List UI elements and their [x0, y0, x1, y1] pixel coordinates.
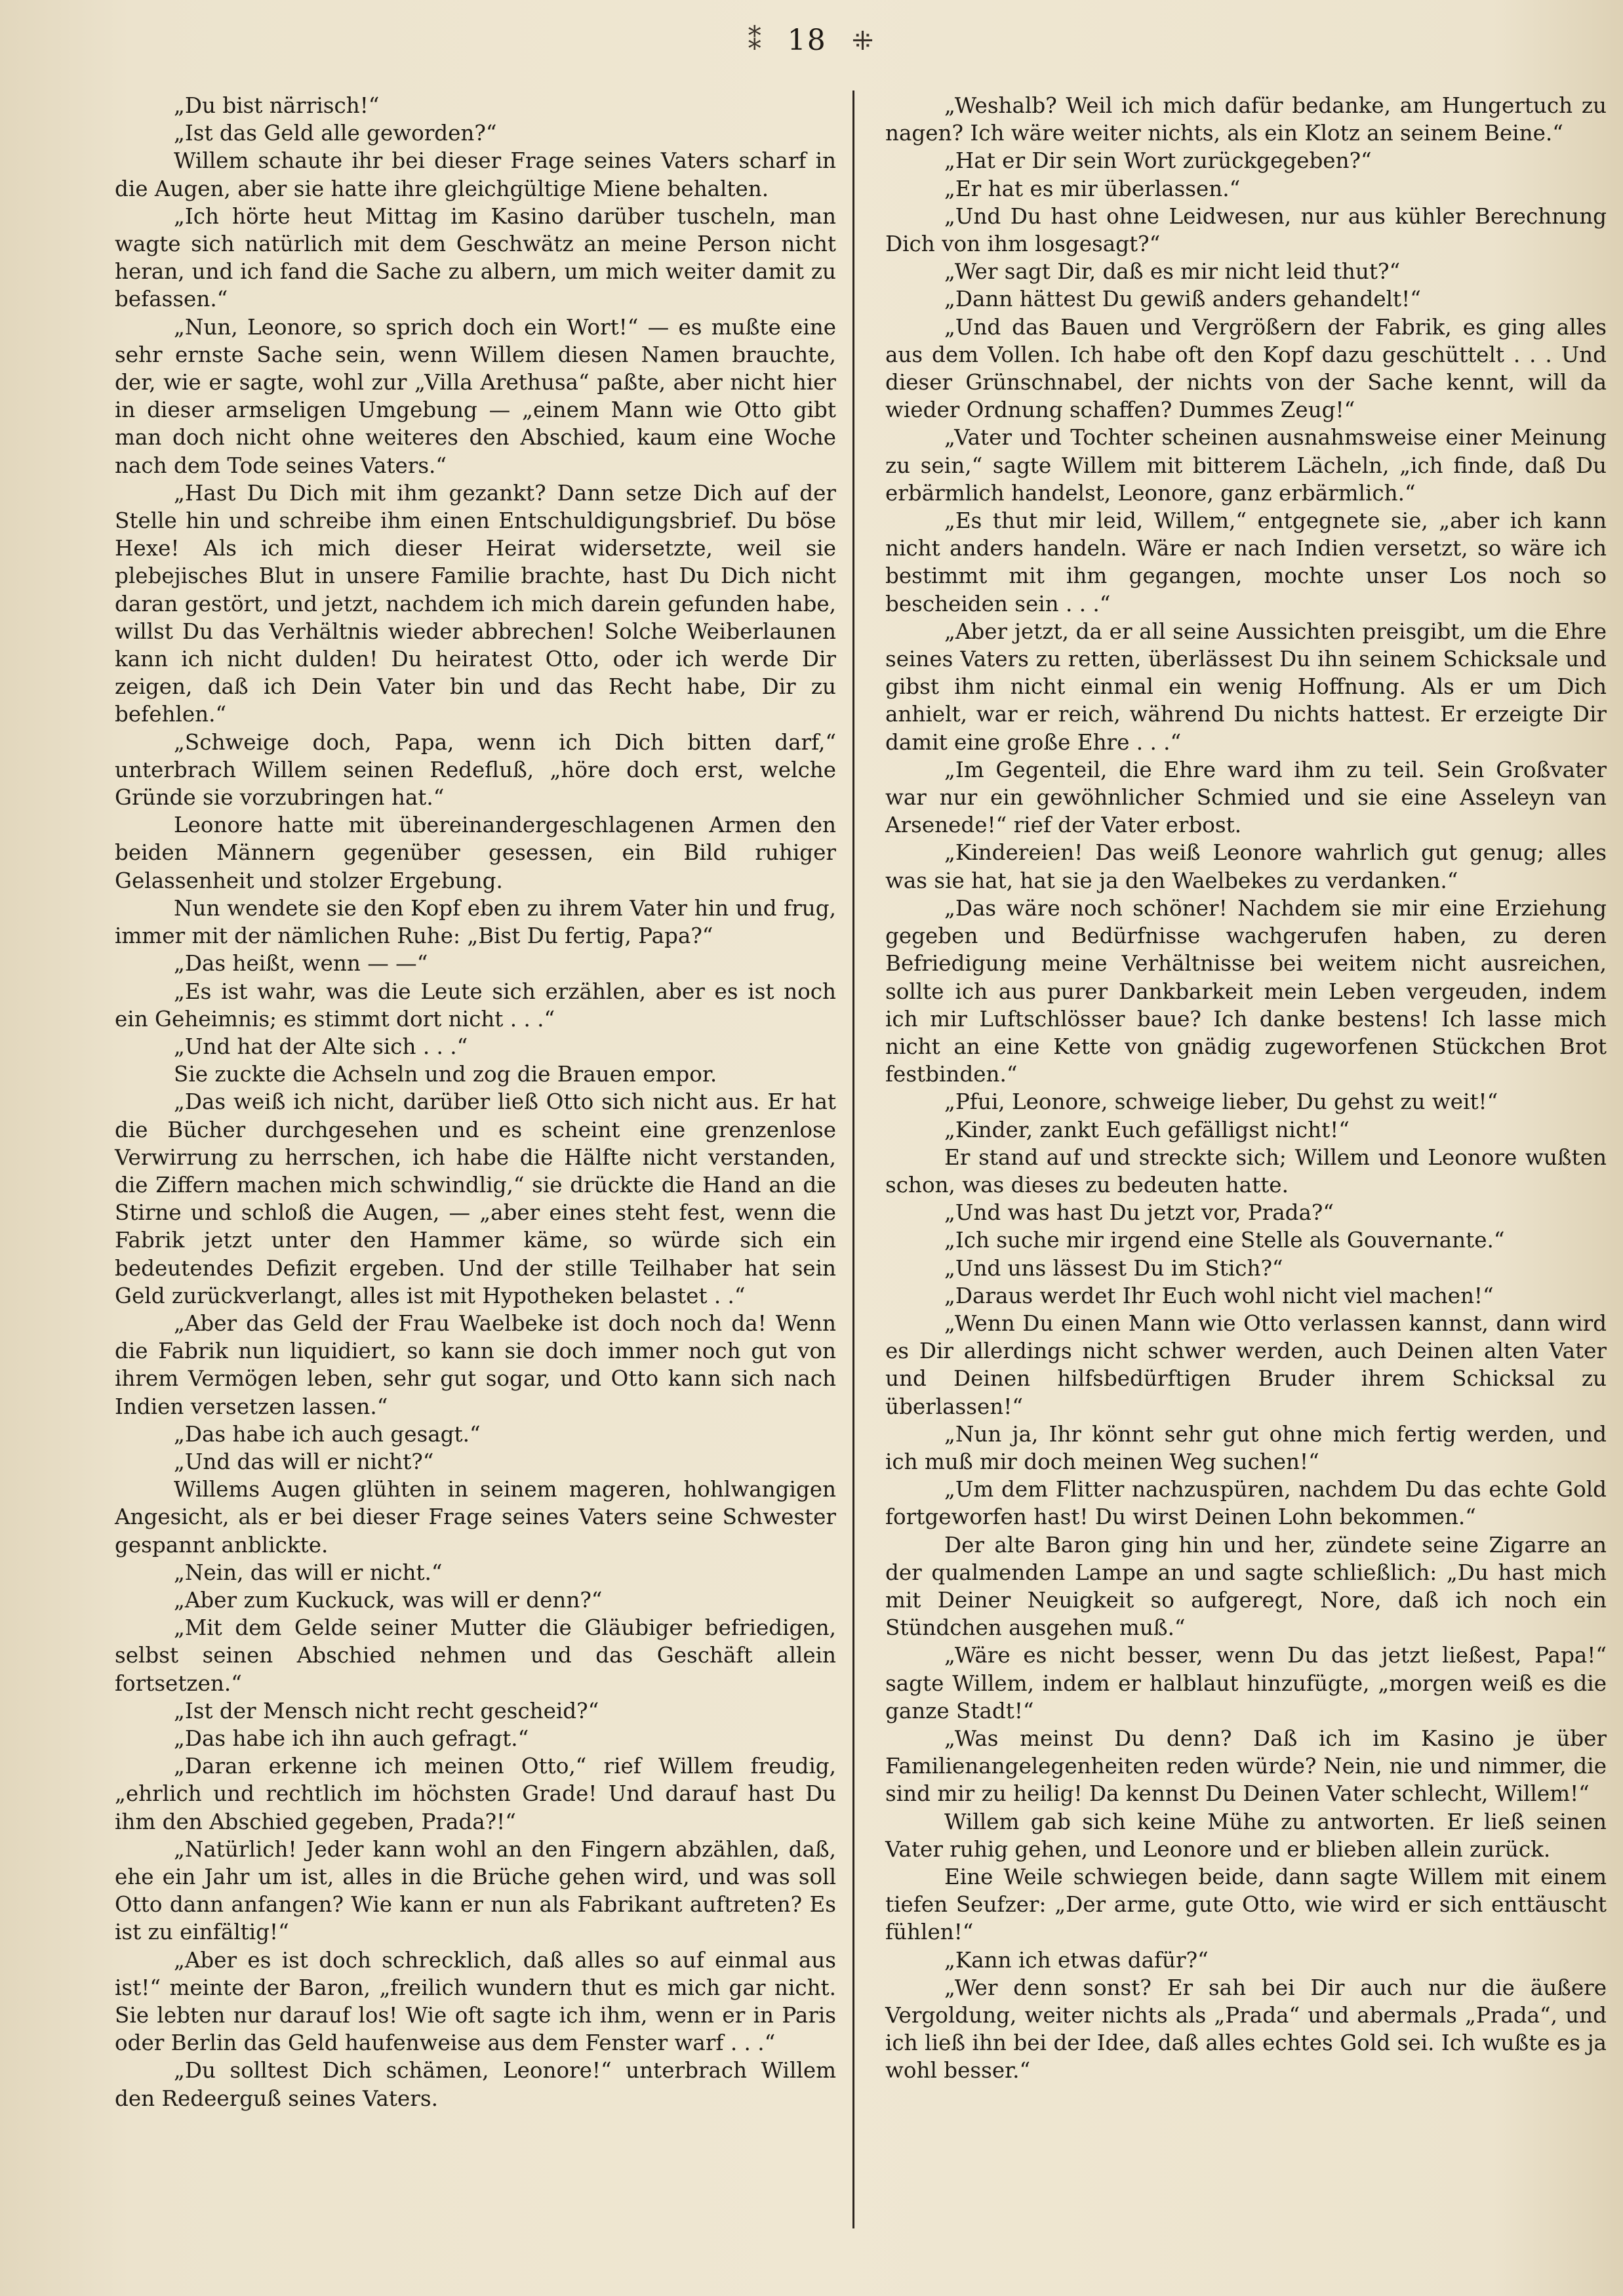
paragraph: „Und was hast Du jetzt vor, Prada?“ — [944, 1200, 1334, 1226]
paragraph: „Aber das Geld der Frau Waelbeke ist doch noch da! Wenn die Fabrik nun liquidiert, so kann sie doch immer noch gut von ihrem Vermögen leben, sehr gut sogar, und Otto kann sich nach Indien versetzen lassen.“ — [115, 1310, 836, 1419]
paragraph: „Er hat es mir überlassen.“ — [944, 176, 1241, 201]
ornament-left-icon: ⁑ — [748, 26, 763, 56]
paragraph: „Hast Du Dich mit ihm gezankt? Dann setze Dich auf der Stelle hin und schreibe ihm einen Entschuldigungsbrief. Du böse Hexe! Als ich mich dieser Heirat widersetzte, weil sie plebejisches Blut in unsere Familie brachte, hast Du Dich nicht daran gestört, und jetzt, nachdem ich mich darein gefunden habe, willst Du das Verhältnis wieder abbrechen! Solche Weiberlaunen kann ich nicht dulden! Du heiratest Otto, oder ich werde Dir zeigen, daß ich Dein Vater bin und das Recht habe, Dir zu befehlen.“ — [115, 480, 836, 727]
paragraph: Willem schaute ihr bei dieser Frage seines Vaters scharf in die Augen, aber sie hatte ihre gleichgültige Miene behalten. — [115, 148, 836, 201]
paragraph: „Wer denn sonst? Er sah bei Dir auch nur die äußere Vergoldung, weiter nichts als „Prada“ und abermals „Prada“, und ich ließ ihn bei der Idee, daß alles echtes Gold sei. Ich wußte es ja wohl besser.“ — [885, 1975, 1607, 2084]
paragraph: „Nun, Leonore, so sprich doch ein Wort!“ — es mußte eine sehr ernste Sache sein, wenn Willem diesen Namen brauchte, der, wie er sagte, wohl zur „Villa Arethusa“ paßte, aber nicht hier in dieser armseligen Umgebung — „einem Mann wie Otto gibt man doch nicht ohne weiteres den Abschied, kaum eine Woche nach dem Tode seines Vaters.“ — [115, 314, 836, 478]
paragraph: Willem gab sich keine Mühe zu antworten. Er ließ seinen Vater ruhig gehen, und Leonore und er blieben allein zurück. — [885, 1809, 1607, 1862]
paragraph: „Nein, das will er nicht.“ — [174, 1560, 443, 1585]
paragraph: „Ich hörte heut Mittag im Kasino darüber tuscheln, man wagte sich natürlich mit dem Geschwätz an meine Person nicht heran, und ich fand die Sache zu albern, um mich weiter damit zu befassen.“ — [115, 203, 836, 312]
paragraph: „Daran erkenne ich meinen Otto,“ rief Willem freudig, „ehrlich und rechtlich im höchsten Grade! Und darauf hast Du ihm den Abschied gegeben, Prada?!“ — [115, 1754, 836, 1834]
paragraph: „Wer sagt Dir, daß es mir nicht leid thut?“ — [944, 259, 1401, 285]
ornament-right-icon: ⁜ — [851, 26, 875, 56]
paragraph: „Nun ja, Ihr könnt sehr gut ohne mich fertig werden, und ich muß mir doch meinen Weg suchen!“ — [885, 1421, 1607, 1474]
paragraph: „Kinder, zankt Euch gefälligst nicht!“ — [944, 1117, 1350, 1142]
paragraph: „Und hat der Alte sich . . .“ — [174, 1034, 468, 1059]
paragraph: „Und das Bauen und Vergrößern der Fabrik, es ging alles aus dem Vollen. Ich habe oft den Kopf dazu geschüttelt . . . Und dieser Grünschnabel, der nichts von der Sache kennt, will da wieder Ordnung schaffen? Dummes Zeug!“ — [885, 314, 1607, 423]
paragraph: „Aber zum Kuckuck, was will er denn?“ — [174, 1587, 603, 1613]
paragraph: „Natürlich! Jeder kann wohl an den Fingern abzählen, daß, ehe ein Jahr um ist, alles in die Brüche gehen wird, und was soll Otto dann anfangen? Wie kann er nun als Fabrikant auftreten? Es ist zu einfältig!“ — [115, 1836, 836, 1945]
paragraph: „Mit dem Gelde seiner Mutter die Gläubiger befriedigen, selbst seinen Abschied nehmen und das Geschäft allein fortsetzen.“ — [115, 1615, 836, 1696]
paragraph: „Wäre es nicht besser, wenn Du das jetzt ließest, Papa!“ sagte Willem, indem er halblaut hinzufügte, „morgen weiß es die ganze Stadt!“ — [885, 1643, 1607, 1723]
paragraph: „Aber es ist doch schrecklich, daß alles so auf einmal aus ist!“ meinte der Baron, „freilich wundern thut es mich gar nicht. Sie lebten nur darauf los! Wie oft sagte ich ihm, wenn er in Paris oder Berlin das Geld haufenweise aus dem Fenster warf . . .“ — [115, 1947, 836, 2056]
paragraph: Der alte Baron ging hin und her, zündete seine Zigarre an der qualmenden Lampe an und sagte schließlich: „Du hast mich mit Deiner Neuigkeit so aufgeregt, Nore, daß ich noch ein Stündchen ausgehen muß.“ — [885, 1532, 1607, 1641]
paragraph: „Vater und Tochter scheinen ausnahmsweise einer Meinung zu sein,“ sagte Willem mit bitterem Lächeln, „ich finde, daß Du erbärmlich handelst, Leonore, ganz erbärmlich.“ — [885, 425, 1607, 506]
paragraph: „Du bist närrisch!“ — [174, 93, 380, 118]
paragraph: Sie zuckte die Achseln und zog die Brauen empor. — [174, 1062, 717, 1087]
paragraph: „Und das will er nicht?“ — [174, 1449, 434, 1474]
paragraph: „Ist der Mensch nicht recht gescheid?“ — [174, 1698, 599, 1723]
right-column — [885, 92, 1607, 2085]
paragraph: „Um dem Flitter nachzuspüren, nachdem Du das echte Gold fortgeworfen hast! Du wirst Deinen Lohn bekommen.“ — [885, 1477, 1607, 1530]
paragraph: „Was meinst Du denn? Daß ich im Kasino je über Familienangelegenheiten reden würde? Nein, nie und nimmer, die sind mir zu heilig! Da kennst Du Deinen Vater schlecht, Willem!“ — [885, 1725, 1607, 1807]
paragraph: „Weshalb? Weil ich mich dafür bedanke, am Hungertuch zu nagen? Ich wäre weiter nichts, als ein Klotz an seinem Beine.“ — [885, 93, 1607, 146]
paragraph: „Kindereien! Das weiß Leonore wahrlich gut genug; alles was sie hat, hat sie ja den Waelbekes zu verdanken.“ — [885, 840, 1607, 893]
paragraph: „Wenn Du einen Mann wie Otto verlassen kannst, dann wird es Dir allerdings nicht schwer werden, auch Deinen alten Vater und Deinen hilfsbedürftigen Bruder ihrem Schicksal zu überlassen!“ — [885, 1310, 1607, 1419]
page-number: 18 — [787, 24, 827, 57]
paragraph: „Kann ich etwas dafür?“ — [944, 1947, 1209, 1973]
paragraph: „Im Gegenteil, die Ehre ward ihm zu teil. Sein Großvater war nur ein gewöhnlicher Schmied und sie eine Asseleyn van Arsenede!“ rief der Vater erbost. — [885, 757, 1607, 838]
paragraph: „Pfui, Leonore, schweige lieber, Du gehst zu weit!“ — [944, 1089, 1498, 1115]
paragraph: „Dann hättest Du gewiß anders gehandelt!“ — [944, 287, 1421, 312]
paragraph: „Und uns lässest Du im Stich?“ — [944, 1255, 1283, 1281]
paragraph: Nun wendete sie den Kopf eben zu ihrem Vater hin und frug, immer mit der nämlichen Ruhe: „Bist Du fertig, Papa?“ — [115, 895, 836, 949]
paragraph: „Daraus werdet Ihr Euch wohl nicht viel machen!“ — [944, 1283, 1494, 1308]
paragraph: „Aber jetzt, da er all seine Aussichten preisgibt, um die Ehre seines Vaters zu retten, überlässest Du ihn seinem Schicksale und gibst ihm nicht einmal ein wenig Hoffnung. Als er um Dich anhielt, war er reich, während Du nichts hattest. Er erzeigte Dir damit eine große Ehre . . .“ — [885, 618, 1607, 755]
paragraph: Leonore hatte mit übereinandergeschlagenen Armen den beiden Männern gegenüber gesessen, ein Bild ruhiger Gelassenheit und stolzer Ergebung. — [115, 813, 836, 893]
paragraph: „Das weiß ich nicht, darüber ließ Otto sich nicht aus. Er hat die Bücher durchgesehen und es scheint eine grenzenlose Verwirrung zu herrschen, ich habe die Hälfte nicht verstanden, die Ziffern machen mich schwindlig,“ sie drückte die Hand an die Stirne und schloß die Augen, — „aber eines steht fest, wenn die Fabrik jetzt unter den Hammer käme, so würde sich ein bedeutendes Defizit ergeben. Und der stille Teilhaber hat sein Geld zurückverlangt, alles ist mit Hypotheken belastet . .“ — [115, 1089, 836, 1308]
paragraph: „Das habe ich ihn auch gefragt.“ — [174, 1725, 529, 1751]
column-divider — [852, 91, 854, 2228]
paragraph: Willems Augen glühten in seinem mageren, hohlwangigen Angesicht, als er bei dieser Frage seines Vaters seine Schwester gespannt anblickte. — [115, 1477, 836, 1558]
paragraph: „Ich suche mir irgend eine Stelle als Gouvernante.“ — [944, 1228, 1505, 1253]
paragraph: „Du solltest Dich schämen, Leonore!“ unterbrach Willem den Redeerguß seines Vaters. — [115, 2058, 836, 2111]
paragraph: „Hat er Dir sein Wort zurückgegeben?“ — [944, 148, 1372, 174]
left-column — [115, 92, 836, 2112]
paragraph: „Es thut mir leid, Willem,“ entgegnete sie, „aber ich kann nicht anders handeln. Wäre er nach Indien versetzt, so wäre ich bestimmt mit ihm gegangen, mochte unser Los noch so bescheiden sein . . .“ — [885, 508, 1607, 616]
paragraph: „Ist das Geld alle geworden?“ — [174, 121, 497, 146]
paragraph: Eine Weile schwiegen beide, dann sagte Willem mit einem tiefen Seufzer: „Der arme, gute Otto, wie wird er sich enttäuscht fühlen!“ — [885, 1864, 1607, 1945]
paragraph: „Das heißt, wenn — —“ — [174, 951, 428, 977]
paragraph: „Das wäre noch schöner! Nachdem sie mir eine Erziehung gegeben und Bedürfnisse wachgerufen haben, zu deren Befriedigung meine Verhältnisse bei weitem nicht ausreichen, sollte ich aus purer Dankbarkeit mein Leben vergeuden, indem ich mir Luftschlösser baue? Ich danke bestens! Ich lasse mich nicht an eine Kette von gnädig zugeworfenen Stückchen Brot festbinden.“ — [885, 895, 1607, 1087]
paragraph: Er stand auf und streckte sich; Willem und Leonore wußten schon, was dieses zu bedeuten hatte. — [885, 1144, 1607, 1198]
page-header — [0, 24, 1623, 57]
paragraph: „Das habe ich auch gesagt.“ — [174, 1421, 481, 1447]
paragraph: „Es ist wahr, was die Leute sich erzählen, aber es ist noch ein Geheimnis; es stimmt dort nicht . . .“ — [115, 978, 836, 1032]
paragraph: „Schweige doch, Papa, wenn ich Dich bitten darf,“ unterbrach Willem seinen Redefluß, „höre doch erst, welche Gründe sie vorzubringen hat.“ — [115, 729, 836, 811]
paragraph: „Und Du hast ohne Leidwesen, nur aus kühler Berechnung Dich von ihm losgesagt?“ — [885, 203, 1607, 257]
